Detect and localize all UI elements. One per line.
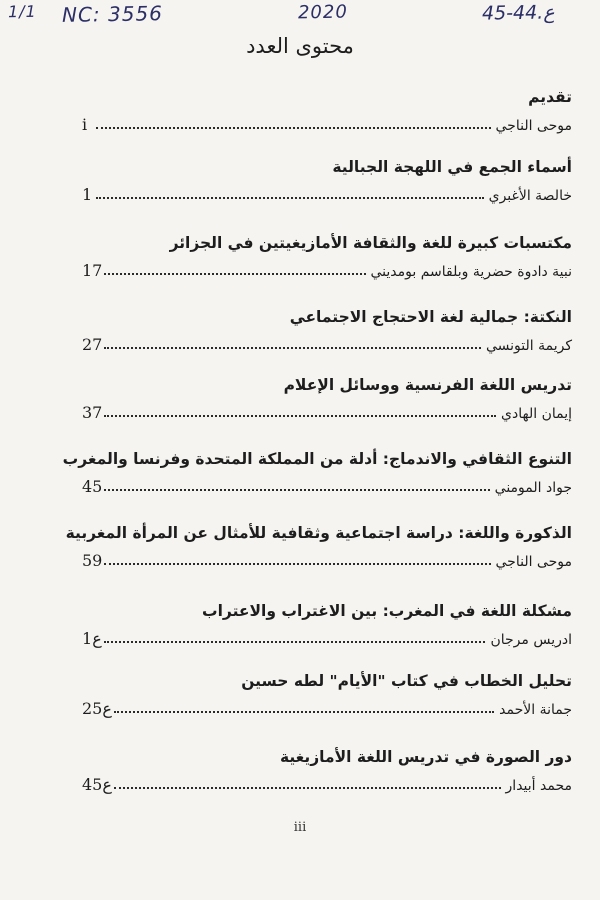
entry-line xyxy=(82,182,572,204)
entry-title: الذكورة واللغة: دراسة اجتماعية وثقافية للأمثال عن المرأة المغربية xyxy=(65,524,572,542)
entry-title: مكتسبات كبيرة للغة والثقافة الأمازيغيتين في الجزائر xyxy=(169,234,572,252)
leader-dots xyxy=(104,273,365,275)
entry-title: التنوع الثقافي والاندماج: أدلة من المملكة المتحدة وفرنسا والمغرب xyxy=(62,450,572,468)
entry-page-number: 59 xyxy=(82,551,103,570)
toc-entry[interactable] xyxy=(82,374,572,422)
toc-entry[interactable] xyxy=(82,600,572,648)
leader-dots xyxy=(114,787,501,789)
entry-line xyxy=(82,332,572,354)
leader-dots xyxy=(104,563,490,565)
leader-dots xyxy=(96,127,491,129)
entry-page-number: 1 xyxy=(82,185,93,204)
handwritten-volume-note: 1/1 xyxy=(7,1,37,22)
entry-line xyxy=(82,112,572,134)
entry-author: موحى الناجي xyxy=(495,554,572,570)
entry-author: موحى الناجي xyxy=(495,118,572,134)
toc-entry[interactable] xyxy=(65,522,572,570)
leader-dots xyxy=(104,489,489,491)
toc-entry[interactable] xyxy=(82,156,572,204)
leader-dots xyxy=(114,711,494,713)
entry-title: تحليل الخطاب في كتاب "الأيام" لطه حسين xyxy=(241,672,572,690)
entry-line xyxy=(82,474,572,496)
handwritten-call-number: NC: 3556 xyxy=(61,1,164,27)
entry-title: دور الصورة في تدريس اللغة الأمازيغية xyxy=(279,748,572,766)
entry-title: النكتة: جمالية لغة الاحتجاج الاجتماعي xyxy=(289,308,572,326)
entry-line xyxy=(82,400,572,422)
entry-page-number: 45ع xyxy=(82,775,112,794)
entry-author: جمانة الأحمد xyxy=(499,702,572,718)
handwritten-year: 2020 xyxy=(297,1,348,24)
toc-entry[interactable] xyxy=(82,746,572,794)
entry-page-number: 27 xyxy=(82,335,103,354)
entry-title: تقديم xyxy=(528,88,572,106)
entry-line xyxy=(82,626,572,648)
entry-author: ادريس مرجان xyxy=(490,632,572,648)
toc-entry[interactable] xyxy=(82,670,572,718)
leader-dots xyxy=(104,347,481,349)
leader-dots xyxy=(104,415,496,417)
handwritten-range: 45-44.ع xyxy=(481,1,555,25)
entry-line xyxy=(82,258,572,280)
entry-title: أسماء الجمع في اللهجة الجبالية xyxy=(332,158,572,176)
entry-line xyxy=(82,696,572,718)
entry-page-number: 45 xyxy=(82,477,103,496)
leader-dots xyxy=(96,197,484,199)
entry-author: كريمة التونسي xyxy=(485,338,572,354)
entry-author: محمد أبيدار xyxy=(505,778,572,794)
entry-title: تدريس اللغة الفرنسية ووسائل الإعلام xyxy=(283,376,572,394)
page-title: محتوى العدد xyxy=(246,34,354,58)
entry-line xyxy=(82,548,572,570)
entry-page-number: 25ع xyxy=(82,699,112,718)
entry-author: إيمان الهادي xyxy=(501,406,572,422)
page-folio: iii xyxy=(293,820,307,835)
leader-dots xyxy=(104,641,486,643)
entry-line xyxy=(82,772,572,794)
entry-page-number: i xyxy=(82,115,88,134)
entry-author: خالصة الأغبري xyxy=(488,188,572,204)
entry-author: نبية دادوة حضرية وبلقاسم بومديني xyxy=(370,264,572,280)
toc-entry[interactable] xyxy=(82,306,572,354)
entry-page-number: 17 xyxy=(82,261,103,280)
toc-entry[interactable] xyxy=(82,86,572,134)
entry-author: جواد المومني xyxy=(494,480,572,496)
toc-entry[interactable] xyxy=(82,232,572,280)
entry-page-number: 37 xyxy=(82,403,103,422)
entry-title: مشكلة اللغة في المغرب: بين الاغتراب والاعتراب xyxy=(202,602,572,620)
toc-entry[interactable] xyxy=(62,448,572,496)
entry-page-number: 1ع xyxy=(82,629,102,648)
